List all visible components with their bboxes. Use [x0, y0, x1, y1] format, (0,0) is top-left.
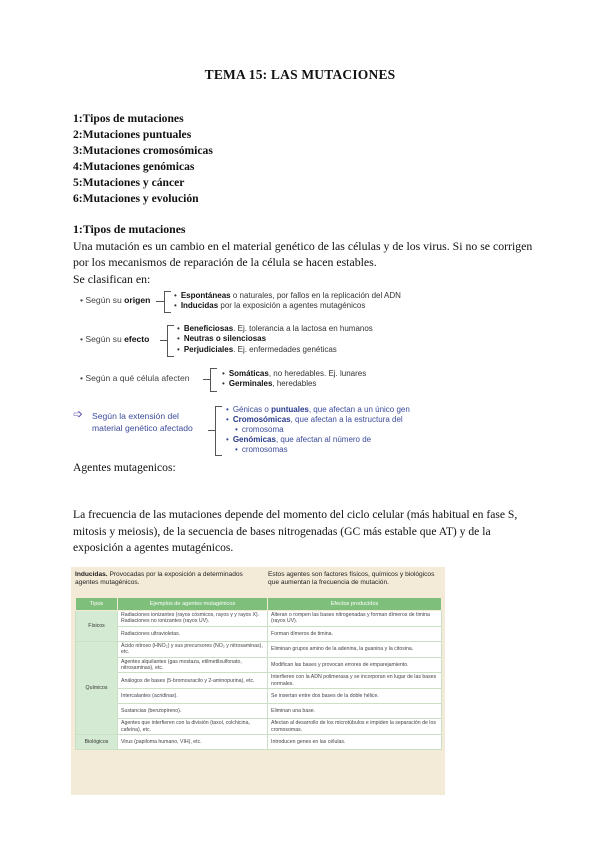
table-row — [76, 626, 442, 641]
toc-item: 1:Tipos de mutaciones — [73, 112, 184, 125]
table-row — [76, 673, 442, 689]
efecto-cell: Modifican las bases y provocan errores de emparejamiento. — [268, 657, 442, 673]
ejemplo-cell: Radiaciones ionizantes (rayos cósmicos, rayos γ y rayos X). Radiaciones no ionizantes (rayos UV). — [118, 611, 268, 627]
table-header: Efectos producidos — [268, 598, 442, 611]
table-row — [76, 657, 442, 673]
ejemplo-cell: Intercalantes (acridinas). — [118, 689, 268, 704]
list-item: • Espontáneas o naturales, por fallos en la replicación del ADN — [174, 291, 401, 301]
connector — [160, 340, 167, 341]
efecto-label: • Según su efecto — [80, 334, 150, 344]
table-row — [76, 704, 442, 719]
ejemplo-cell: Agentes que interfieren con la división (taxol, colchicina, cafeína), etc. — [118, 719, 268, 735]
list-item: • Neutras o silenciosas — [177, 334, 373, 344]
ejemplo-cell: Análogos de bases (5-bromouracilo y 2-aminopurina), etc. — [118, 673, 268, 689]
list-item: • Somáticas, no heredables. Ej. lunares — [222, 369, 366, 379]
list-item: • Inducidas por la exposición a agentes mutagénicos — [174, 301, 401, 311]
table-of-contents — [73, 111, 213, 208]
section-heading: 1:Tipos de mutaciones — [73, 222, 186, 236]
arrow-right-icon: ➩ — [73, 407, 84, 421]
toc-item: 3:Mutaciones cromosómicas — [73, 144, 213, 158]
efecto-cell: Introducen genes en las células. — [268, 735, 442, 750]
celula-label: • Según a qué célula afecten — [80, 373, 190, 383]
list-item: • Cromosómicas, que afectan a la estructura del — [226, 415, 410, 425]
connector — [208, 430, 215, 431]
efecto-cell: Interfieren con la ADN polimerasa y se incorporan en lugar de las bases normales. — [268, 673, 442, 689]
figure-caption-right: Estos agentes son factores físicos, químicos y biológicos que aumentan la frecuencia de mutación. — [268, 571, 435, 587]
table-row — [76, 641, 442, 657]
brace — [164, 291, 171, 313]
ejemplo-cell: Virus (papiloma humano, VIH), etc. — [118, 735, 268, 750]
list-item: • Genómicas, que afectan al número de — [226, 435, 410, 445]
efecto-cell: Alteran o rompen las bases nitrogenadas y forman dímeros de timina (rayos UV). — [268, 611, 442, 627]
efecto-cell: Se insertan entre dos bases de la doble hélice. — [268, 689, 442, 704]
tipo-cell: Químicos — [76, 641, 118, 734]
tipo-cell: Físicos — [76, 611, 118, 642]
efecto-items — [177, 324, 373, 355]
frecuencia-paragraph: La frecuencia de las mutaciones depende del momento del ciclo celular (más habitual en fase S, mitosis y meiosis), de la secuencia de bases nitrogenadas (GC más estable que AT) y de la exposición a agentes mutagénicos. — [73, 508, 518, 555]
brace — [210, 368, 217, 392]
figure-caption-left: Inducidas. Provocadas por la exposición a determinados agentes mutagénicos. — [75, 571, 243, 587]
list-item-continuation: • cromosomas — [226, 445, 410, 455]
table-row — [76, 611, 442, 627]
efecto-cell: Forman dímeros de timina. — [268, 626, 442, 641]
brace — [167, 325, 174, 357]
table-row — [76, 735, 442, 750]
ejemplo-cell: Radiaciones ultravioletas. — [118, 626, 268, 641]
list-item: • Beneficiosas. Ej. tolerancia a la lactosa en humanos — [177, 324, 373, 334]
ejemplo-cell: Ácido nitroso (HNO₂) y sus precursores (NO₂ y nitrosaminas), etc. — [118, 641, 268, 657]
ejemplo-cell: Agentes alquilantes (gas mostaza, etilmetilsulfonato, nitrosaminas), etc. — [118, 657, 268, 673]
connector — [156, 301, 164, 302]
extension-items — [226, 405, 410, 455]
origen-label: • Según su origen — [80, 295, 151, 305]
classify-text: Se clasifican en: — [73, 272, 151, 286]
list-item-continuation: • cromosoma — [226, 425, 410, 435]
table-header: Ejemplos de agentes mutagénicos — [118, 598, 268, 611]
ejemplo-cell: Sustancias (benzopireno). — [118, 704, 268, 719]
brace — [215, 406, 222, 456]
list-item: • Génicas o puntuales, que afectan a un único gen — [226, 405, 410, 415]
mutagens-table — [75, 597, 442, 750]
efecto-cell: Eliminan una base. — [268, 704, 442, 719]
page-title: TEMA 15: LAS MUTACIONES — [204, 67, 396, 82]
toc-item: 2:Mutaciones puntuales — [73, 128, 192, 142]
tipo-cell: Biológicos — [76, 735, 118, 750]
agentes-heading: Agentes mutagenicos: — [73, 461, 176, 474]
table-header-row — [76, 598, 442, 611]
list-item: • Germinales, heredables — [222, 379, 366, 389]
table-header: Tipos — [76, 598, 118, 611]
efecto-cell: Afectan al desarrollo de los microtúbulos e impiden la separación de los cromosomas. — [268, 719, 442, 735]
connector — [203, 379, 210, 380]
list-item: • Perjudiciales. Ej. enfermedades genéticas — [177, 345, 373, 355]
intro-paragraph: Una mutación es un cambio en el material genético de las células y de los virus. Si no se corrigen por los mecanismos de reparación de la célula se hacen estables. — [73, 239, 533, 270]
extension-label: Según la extensión del material genético afectado — [92, 411, 193, 433]
celula-items — [222, 369, 366, 390]
toc-item: 5:Mutaciones y cáncer — [73, 176, 185, 190]
mutagens-figure — [71, 567, 445, 795]
table-row — [76, 689, 442, 704]
table-row — [76, 719, 442, 735]
efecto-cell: Eliminan grupos amino de la adenina, la guanina y la citosina. — [268, 641, 442, 657]
toc-item: 6:Mutaciones y evolución — [73, 192, 199, 206]
origen-items — [174, 291, 401, 312]
toc-item: 4:Mutaciones genómicas — [73, 160, 195, 174]
